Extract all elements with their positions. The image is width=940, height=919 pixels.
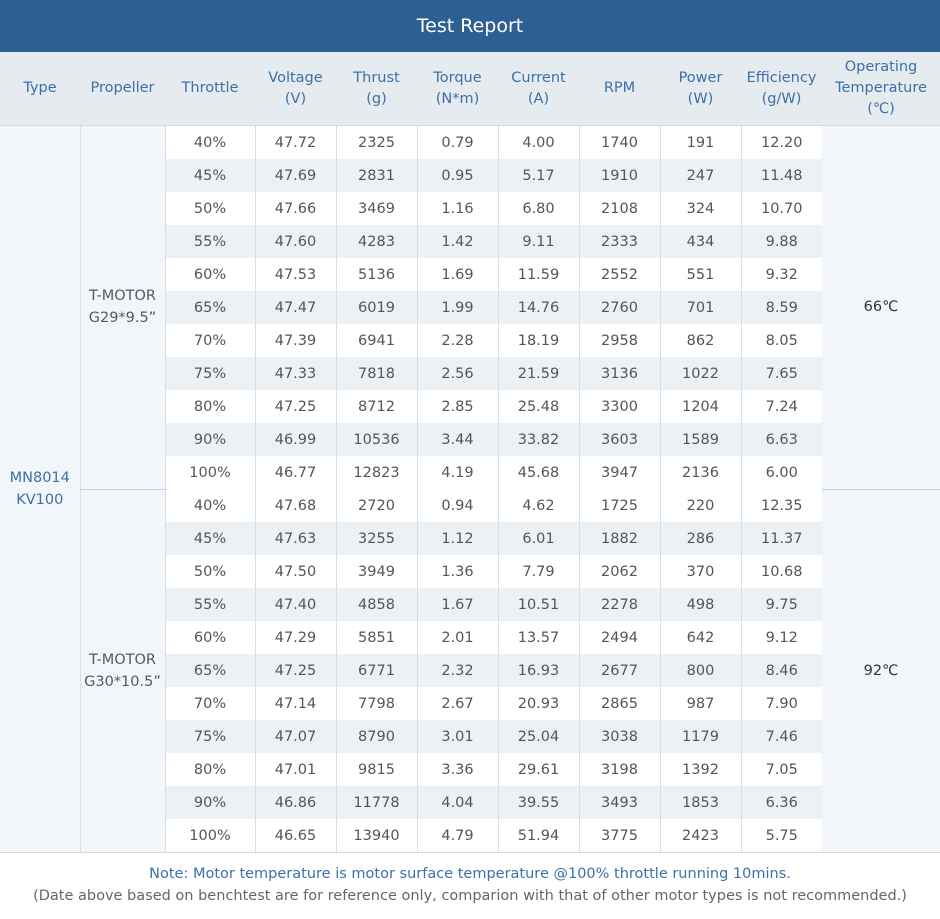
cell-torque: 1.67 [417, 588, 498, 621]
cell-thrust: 11778 [336, 786, 417, 819]
cell-torque: 2.01 [417, 621, 498, 654]
cell-thrust: 7818 [336, 357, 417, 390]
cell-thrust: 3255 [336, 522, 417, 555]
cell-throttle: 100% [165, 456, 255, 489]
propeller-model: G29*9.5” [88, 310, 157, 327]
cell-power: 1392 [660, 753, 741, 786]
cell-throttle: 80% [165, 390, 255, 423]
propeller-cell [80, 489, 165, 852]
cell-throttle: 40% [165, 126, 255, 160]
cell-thrust: 4858 [336, 588, 417, 621]
cell-efficiency: 7.05 [741, 753, 822, 786]
report-title: Test Report [0, 0, 940, 52]
cell-throttle: 75% [165, 357, 255, 390]
cell-current: 6.80 [498, 192, 579, 225]
cell-rpm: 2958 [579, 324, 660, 357]
cell-rpm: 2278 [579, 588, 660, 621]
cell-current: 7.79 [498, 555, 579, 588]
cell-power: 987 [660, 687, 741, 720]
cell-power: 642 [660, 621, 741, 654]
cell-efficiency: 9.32 [741, 258, 822, 291]
cell-rpm: 3300 [579, 390, 660, 423]
cell-current: 9.11 [498, 225, 579, 258]
header-voltage: Voltage (V) [255, 52, 336, 126]
cell-throttle: 60% [165, 258, 255, 291]
cell-current: 29.61 [498, 753, 579, 786]
cell-voltage: 47.07 [255, 720, 336, 753]
cell-power: 286 [660, 522, 741, 555]
cell-rpm: 2333 [579, 225, 660, 258]
cell-torque: 1.36 [417, 555, 498, 588]
cell-thrust: 13940 [336, 819, 417, 852]
header-throttle: Throttle [165, 52, 255, 126]
cell-rpm: 2760 [579, 291, 660, 324]
cell-voltage: 46.65 [255, 819, 336, 852]
cell-current: 25.04 [498, 720, 579, 753]
cell-power: 1204 [660, 390, 741, 423]
cell-efficiency: 7.46 [741, 720, 822, 753]
propeller-cell [80, 126, 165, 490]
cell-throttle: 50% [165, 555, 255, 588]
cell-thrust: 6941 [336, 324, 417, 357]
cell-throttle: 45% [165, 522, 255, 555]
header-type: Type [0, 52, 80, 126]
cell-efficiency: 9.88 [741, 225, 822, 258]
cell-efficiency: 12.35 [741, 489, 822, 522]
cell-efficiency: 7.90 [741, 687, 822, 720]
cell-current: 45.68 [498, 456, 579, 489]
cell-power: 247 [660, 159, 741, 192]
cell-power: 1179 [660, 720, 741, 753]
note-temperature: Note: Motor temperature is motor surface temperature @100% throttle running 10mins. [149, 866, 791, 882]
cell-throttle: 65% [165, 654, 255, 687]
cell-throttle: 70% [165, 687, 255, 720]
cell-rpm: 3947 [579, 456, 660, 489]
motor-model: MN8014 [9, 470, 70, 486]
note-disclaimer: (Date above based on benchtest are for reference only, comparion with that of other motor types is not recommended.) [33, 888, 907, 904]
test-report-table [0, 52, 940, 852]
cell-efficiency: 9.12 [741, 621, 822, 654]
cell-throttle: 45% [165, 159, 255, 192]
header-power: Power (W) [660, 52, 741, 126]
cell-voltage: 47.72 [255, 126, 336, 160]
cell-efficiency: 7.24 [741, 390, 822, 423]
header-current: Current (A) [498, 52, 579, 126]
propeller-brand: T-MOTOR [88, 288, 157, 305]
cell-power: 2423 [660, 819, 741, 852]
cell-thrust: 5851 [336, 621, 417, 654]
cell-throttle: 55% [165, 225, 255, 258]
header-torque: Torque (N*m) [417, 52, 498, 126]
cell-voltage: 47.01 [255, 753, 336, 786]
cell-voltage: 47.39 [255, 324, 336, 357]
propeller-model: G30*10.5” [84, 673, 161, 690]
cell-efficiency: 10.70 [741, 192, 822, 225]
cell-efficiency: 8.05 [741, 324, 822, 357]
cell-throttle: 60% [165, 621, 255, 654]
cell-torque: 0.79 [417, 126, 498, 160]
cell-rpm: 1725 [579, 489, 660, 522]
cell-torque: 2.32 [417, 654, 498, 687]
cell-current: 13.57 [498, 621, 579, 654]
cell-throttle: 80% [165, 753, 255, 786]
cell-power: 370 [660, 555, 741, 588]
cell-power: 1022 [660, 357, 741, 390]
cell-voltage: 47.50 [255, 555, 336, 588]
cell-voltage: 46.77 [255, 456, 336, 489]
cell-throttle: 40% [165, 489, 255, 522]
cell-efficiency: 6.36 [741, 786, 822, 819]
cell-power: 220 [660, 489, 741, 522]
cell-torque: 4.04 [417, 786, 498, 819]
cell-thrust: 7798 [336, 687, 417, 720]
cell-throttle: 50% [165, 192, 255, 225]
cell-power: 2136 [660, 456, 741, 489]
cell-torque: 1.42 [417, 225, 498, 258]
cell-rpm: 2494 [579, 621, 660, 654]
cell-rpm: 1740 [579, 126, 660, 160]
cell-current: 39.55 [498, 786, 579, 819]
cell-thrust: 8790 [336, 720, 417, 753]
cell-voltage: 47.47 [255, 291, 336, 324]
header-thrust: Thrust (g) [336, 52, 417, 126]
cell-efficiency: 6.00 [741, 456, 822, 489]
header-rpm: RPM [579, 52, 660, 126]
header-propeller: Propeller [80, 52, 165, 126]
cell-voltage: 47.60 [255, 225, 336, 258]
cell-torque: 1.12 [417, 522, 498, 555]
cell-power: 800 [660, 654, 741, 687]
table-body [0, 126, 940, 853]
cell-power: 498 [660, 588, 741, 621]
header-row [0, 52, 940, 126]
cell-current: 10.51 [498, 588, 579, 621]
cell-thrust: 2831 [336, 159, 417, 192]
cell-throttle: 90% [165, 786, 255, 819]
table-row [0, 489, 940, 522]
cell-torque: 2.85 [417, 390, 498, 423]
cell-torque: 1.69 [417, 258, 498, 291]
cell-voltage: 47.33 [255, 357, 336, 390]
cell-efficiency: 12.20 [741, 126, 822, 160]
cell-torque: 0.94 [417, 489, 498, 522]
motor-kv: KV100 [16, 492, 64, 508]
cell-rpm: 2552 [579, 258, 660, 291]
cell-current: 14.76 [498, 291, 579, 324]
cell-rpm: 3136 [579, 357, 660, 390]
cell-throttle: 75% [165, 720, 255, 753]
cell-thrust: 4283 [336, 225, 417, 258]
cell-rpm: 2108 [579, 192, 660, 225]
cell-thrust: 2720 [336, 489, 417, 522]
cell-torque: 2.67 [417, 687, 498, 720]
header-efficiency: Efficiency (g/W) [741, 52, 822, 126]
cell-current: 33.82 [498, 423, 579, 456]
cell-throttle: 55% [165, 588, 255, 621]
cell-power: 701 [660, 291, 741, 324]
cell-thrust: 6771 [336, 654, 417, 687]
cell-torque: 3.36 [417, 753, 498, 786]
cell-efficiency: 9.75 [741, 588, 822, 621]
cell-rpm: 3775 [579, 819, 660, 852]
cell-voltage: 47.29 [255, 621, 336, 654]
cell-efficiency: 5.75 [741, 819, 822, 852]
cell-thrust: 5136 [336, 258, 417, 291]
cell-efficiency: 8.46 [741, 654, 822, 687]
cell-current: 16.93 [498, 654, 579, 687]
cell-torque: 1.16 [417, 192, 498, 225]
cell-thrust: 3949 [336, 555, 417, 588]
cell-voltage: 47.25 [255, 390, 336, 423]
cell-torque: 2.28 [417, 324, 498, 357]
report-notes [0, 852, 940, 919]
cell-rpm: 3198 [579, 753, 660, 786]
cell-rpm: 3493 [579, 786, 660, 819]
cell-rpm: 2677 [579, 654, 660, 687]
cell-thrust: 12823 [336, 456, 417, 489]
cell-efficiency: 8.59 [741, 291, 822, 324]
cell-efficiency: 11.37 [741, 522, 822, 555]
cell-torque: 3.44 [417, 423, 498, 456]
cell-thrust: 6019 [336, 291, 417, 324]
cell-current: 20.93 [498, 687, 579, 720]
cell-power: 191 [660, 126, 741, 160]
cell-thrust: 2325 [336, 126, 417, 160]
cell-torque: 4.79 [417, 819, 498, 852]
cell-voltage: 47.66 [255, 192, 336, 225]
cell-rpm: 2062 [579, 555, 660, 588]
cell-thrust: 8712 [336, 390, 417, 423]
cell-voltage: 47.69 [255, 159, 336, 192]
cell-voltage: 47.63 [255, 522, 336, 555]
cell-power: 551 [660, 258, 741, 291]
cell-current: 6.01 [498, 522, 579, 555]
cell-thrust: 9815 [336, 753, 417, 786]
cell-current: 4.00 [498, 126, 579, 160]
cell-power: 324 [660, 192, 741, 225]
motor-type-cell [0, 126, 80, 853]
cell-current: 5.17 [498, 159, 579, 192]
cell-rpm: 1882 [579, 522, 660, 555]
cell-current: 11.59 [498, 258, 579, 291]
cell-throttle: 65% [165, 291, 255, 324]
propeller-brand: T-MOTOR [88, 651, 157, 668]
cell-thrust: 3469 [336, 192, 417, 225]
cell-voltage: 47.53 [255, 258, 336, 291]
cell-efficiency: 10.68 [741, 555, 822, 588]
cell-current: 25.48 [498, 390, 579, 423]
cell-voltage: 47.68 [255, 489, 336, 522]
cell-rpm: 3038 [579, 720, 660, 753]
operating-temperature-cell: 66℃ [822, 126, 940, 490]
cell-power: 1853 [660, 786, 741, 819]
cell-torque: 1.99 [417, 291, 498, 324]
cell-voltage: 46.86 [255, 786, 336, 819]
cell-voltage: 47.14 [255, 687, 336, 720]
cell-throttle: 90% [165, 423, 255, 456]
cell-efficiency: 6.63 [741, 423, 822, 456]
cell-torque: 0.95 [417, 159, 498, 192]
cell-efficiency: 11.48 [741, 159, 822, 192]
cell-voltage: 47.25 [255, 654, 336, 687]
cell-torque: 4.19 [417, 456, 498, 489]
cell-current: 18.19 [498, 324, 579, 357]
cell-current: 51.94 [498, 819, 579, 852]
cell-power: 1589 [660, 423, 741, 456]
operating-temperature-cell: 92℃ [822, 489, 940, 852]
cell-voltage: 46.99 [255, 423, 336, 456]
cell-thrust: 10536 [336, 423, 417, 456]
cell-rpm: 2865 [579, 687, 660, 720]
cell-torque: 2.56 [417, 357, 498, 390]
cell-torque: 3.01 [417, 720, 498, 753]
cell-current: 21.59 [498, 357, 579, 390]
cell-current: 4.62 [498, 489, 579, 522]
cell-throttle: 70% [165, 324, 255, 357]
cell-voltage: 47.40 [255, 588, 336, 621]
cell-power: 434 [660, 225, 741, 258]
cell-rpm: 3603 [579, 423, 660, 456]
cell-rpm: 1910 [579, 159, 660, 192]
cell-power: 862 [660, 324, 741, 357]
cell-efficiency: 7.65 [741, 357, 822, 390]
header-temperature: Operating Temperature (℃) [822, 52, 940, 126]
table-row [0, 126, 940, 160]
cell-throttle: 100% [165, 819, 255, 852]
